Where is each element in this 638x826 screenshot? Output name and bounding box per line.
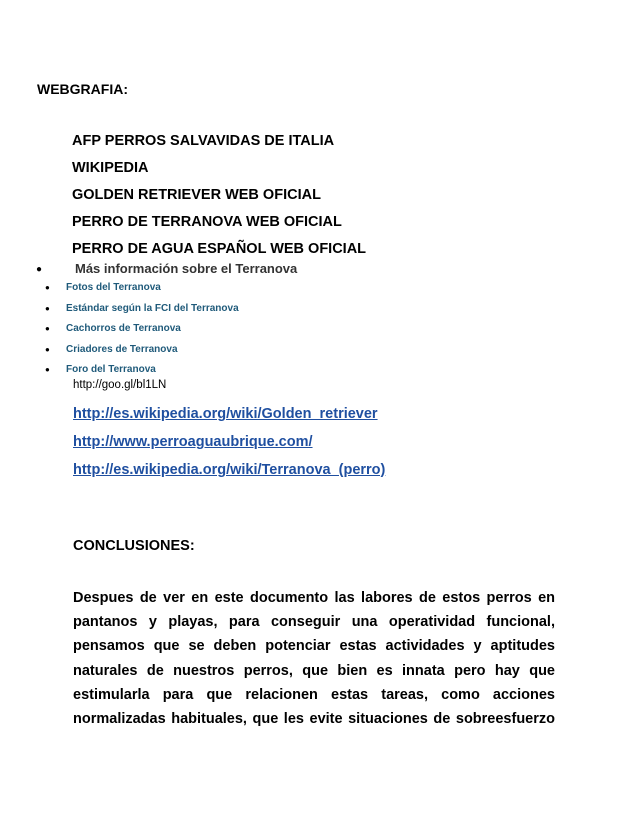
source-item: GOLDEN RETRIEVER WEB OFICIAL [72,187,321,203]
terranova-photos-link[interactable]: Fotos del Terranova [66,282,161,293]
terranova-standard-link[interactable]: Estándar según la FCI del Terranova [66,302,239,314]
paragraph-line-text: estimularla para que relacionen estas tareas, como acciones [73,686,555,703]
paragraph-line [73,683,555,707]
source-item: AFP PERROS SALVAVIDAS DE ITALIA [72,133,335,149]
sources-list [72,128,366,263]
bullet-icon: ● [36,264,43,275]
webgrafia-heading: WEBGRAFIA: [37,81,128,97]
conclusion-paragraph [73,586,555,731]
source-item: PERRO DE AGUA ESPAÑOL WEB OFICIAL [72,241,367,257]
paragraph-line [73,586,555,610]
golden-retriever-wiki-link[interactable]: http://es.wikipedia.org/wiki/Golden_retriever [73,406,378,422]
conclusiones-heading: CONCLUSIONES: [73,538,195,554]
paragraph-line [73,659,555,683]
more-info-label: Más información sobre el Terranova [75,261,298,276]
paragraph-line-text: normalizadas habituales, que les evite situaciones de sobreesfuerzo [73,710,555,727]
source-item: WIKIPEDIA [72,160,149,176]
paragraph-line [73,610,555,634]
bullet-icon: ● [45,324,50,333]
url-list [73,400,385,484]
bullet-icon: ● [45,365,50,374]
bullet-icon: ● [45,283,50,292]
terranova-breeders-link[interactable]: Criadores de Terranova [66,343,178,355]
source-item: PERRO DE TERRANOVA WEB OFICIAL [72,214,342,230]
terranova-puppies-link[interactable]: Cachorros de Terranova [66,323,181,334]
bullet-icon: ● [45,303,50,313]
paragraph-line [73,634,555,658]
paragraph-line-text: naturales de nuestros perros, que bien es innata pero hay que [73,662,555,679]
paragraph-line-text: pensamos que se deben potenciar estas actividades y aptitudes [73,638,555,655]
paragraph-line-text: pantanos y playas, para conseguir una operatividad funcional, [73,614,555,631]
bullet-icon: ● [45,344,50,354]
terranova-wiki-link[interactable]: http://es.wikipedia.org/wiki/Terranova_(perro) [73,462,386,478]
paragraph-line [73,707,555,731]
paragraph-line-text: Despues de ver en este documento las labores de estos perros en [73,590,555,606]
short-url: http://goo.gl/bl1LN [73,379,167,391]
terranova-forum-link[interactable]: Foro del Terranova [66,364,156,375]
perro-agua-ubrique-link[interactable]: http://www.perroaguaubrique.com/ [73,434,313,450]
